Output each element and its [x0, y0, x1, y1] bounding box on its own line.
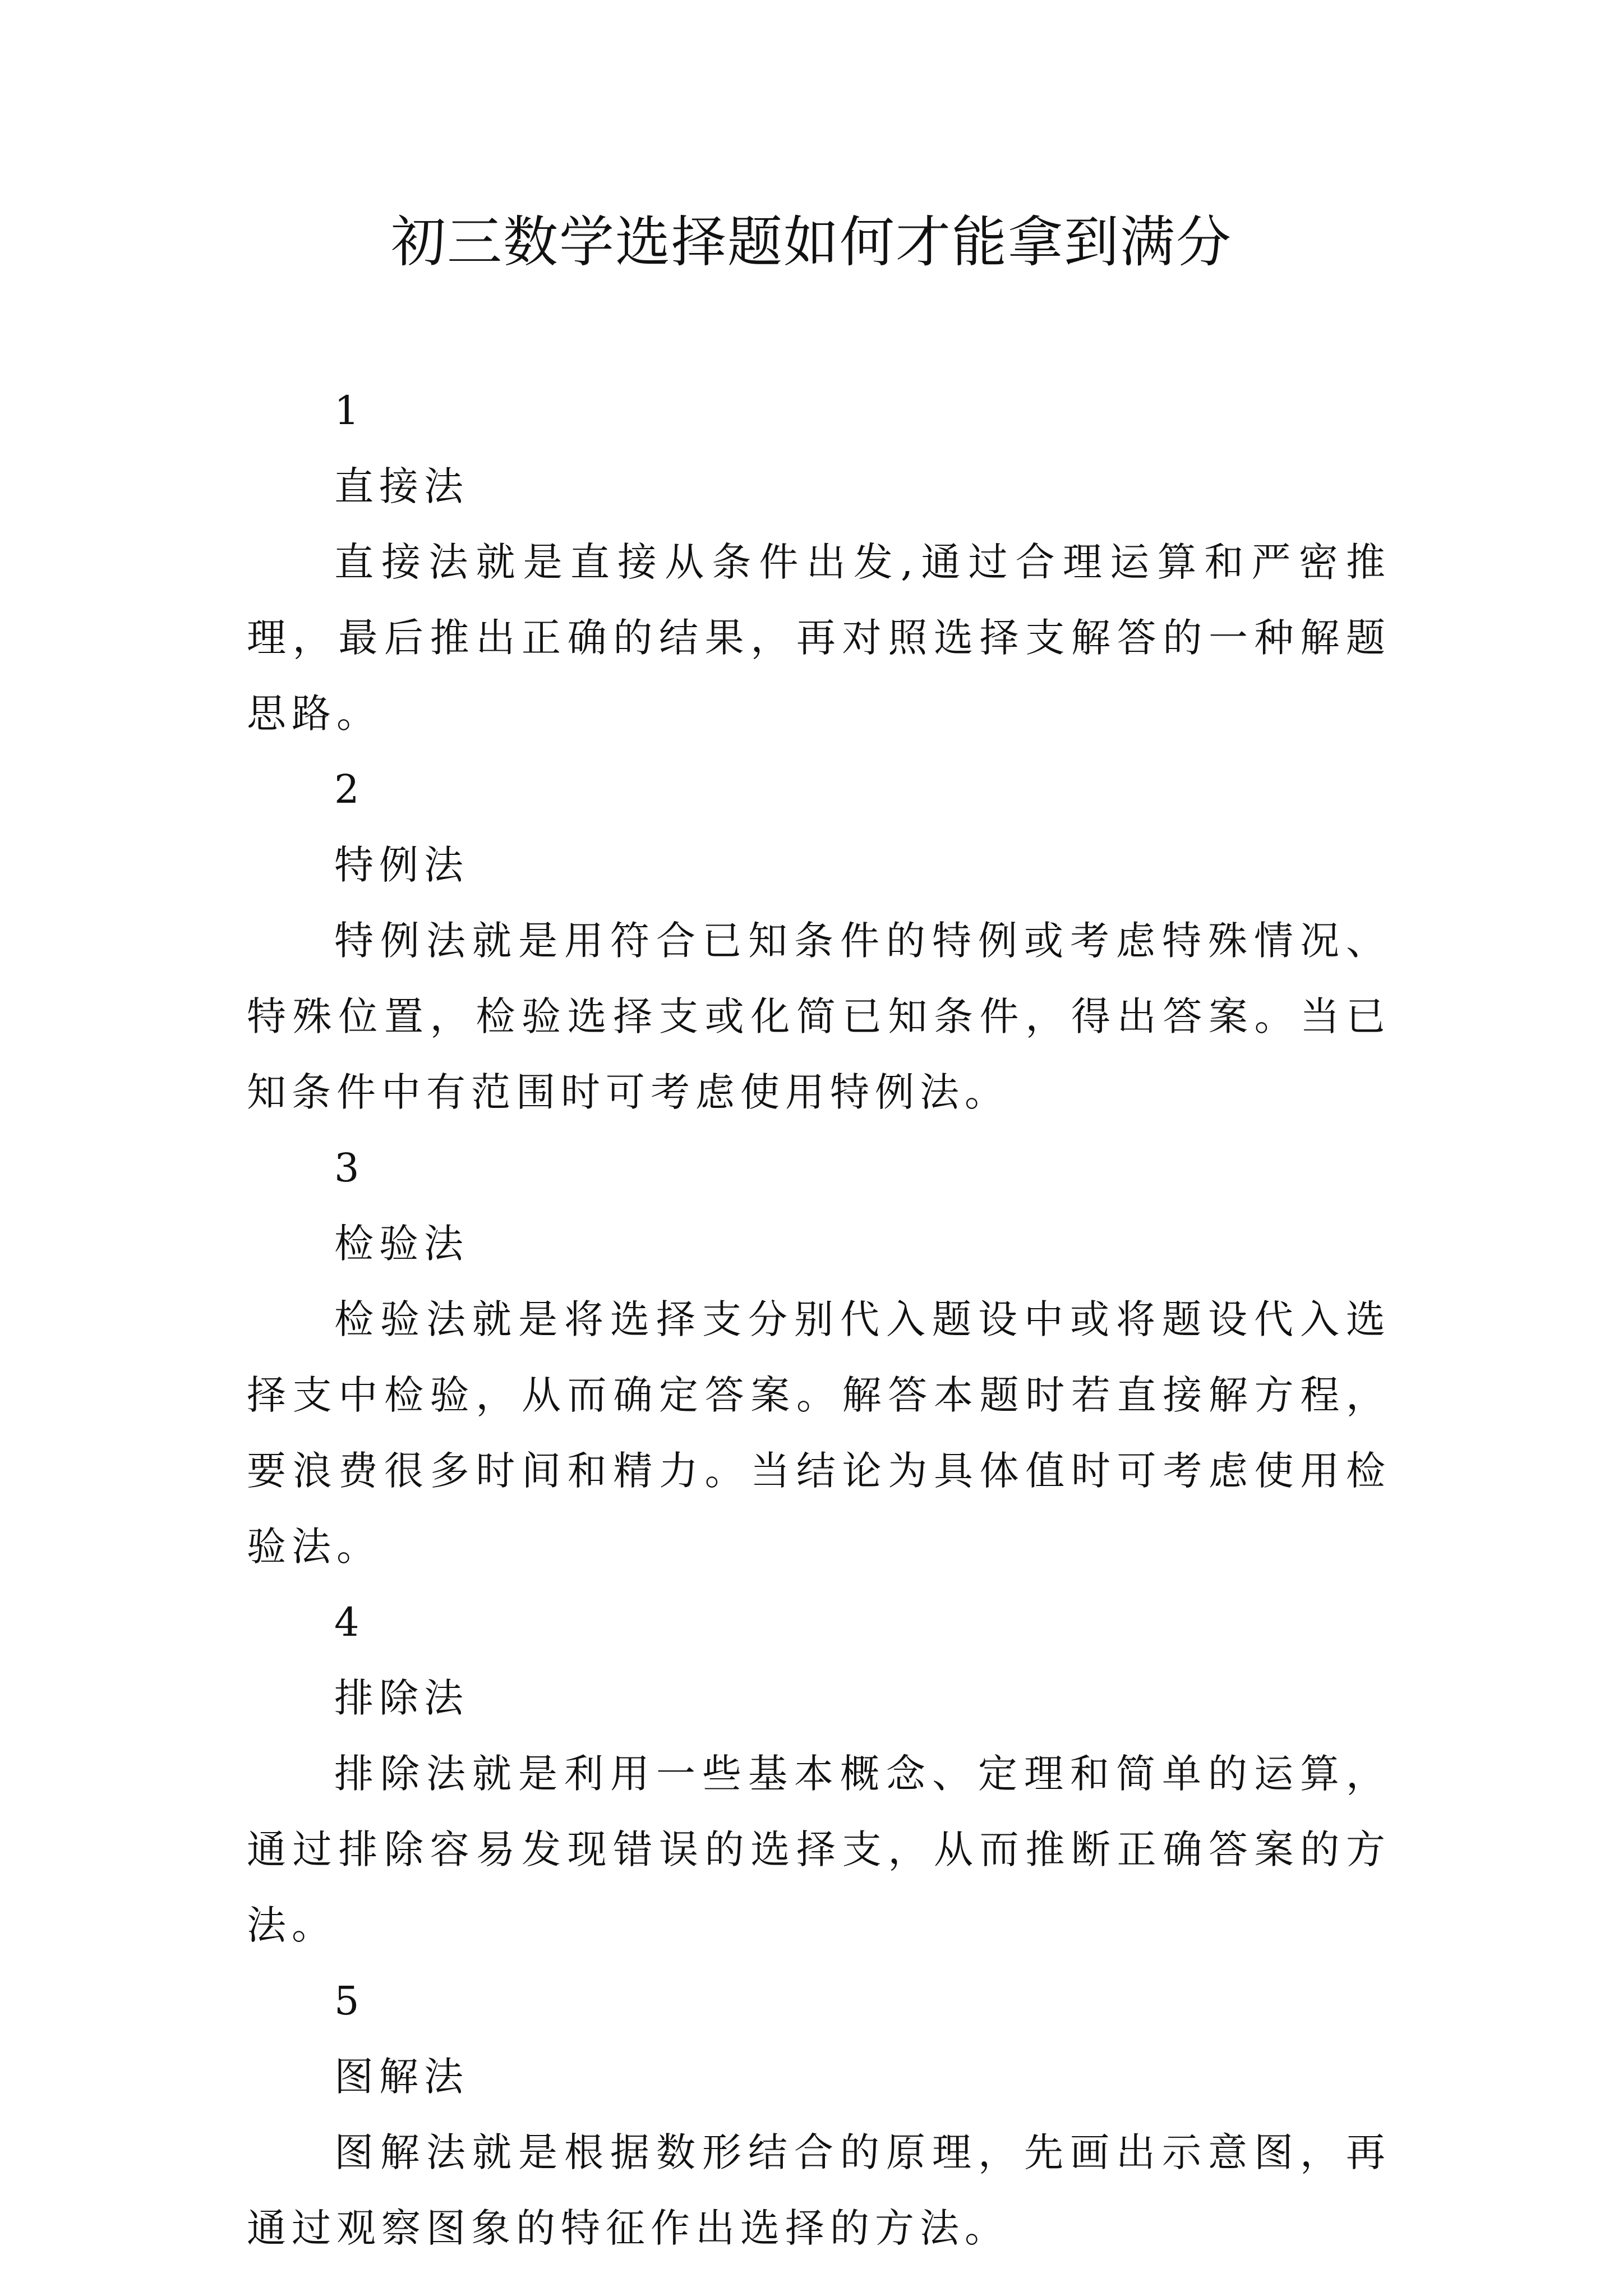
section-special-case-method — [247, 752, 1391, 1130]
section-heading: 直接法 — [334, 463, 469, 509]
section-paragraph: 排除法就是利用一些基本概念、定理和简单的运算，通过排除容易发现错误的选择支，从而推断正确答案的方法。 — [247, 1751, 1391, 1948]
section-number: 2 — [334, 766, 365, 812]
section-number: 3 — [334, 1145, 365, 1191]
section-number: 1 — [334, 388, 365, 434]
section-heading: 特例法 — [334, 842, 469, 888]
section-paragraph: 图解法就是根据数形结合的原理，先画出示意图，再通过观察图象的特征作出选择的方法。 — [247, 2129, 1391, 2251]
section-elimination-method — [247, 1585, 1391, 1963]
section-graphical-method — [247, 1963, 1391, 2266]
section-verification-method — [247, 1130, 1391, 1585]
section-heading: 排除法 — [334, 1675, 469, 1721]
section-paragraph: 检验法就是将选择支分别代入题设中或将题设代入选择支中检验，从而确定答案。解答本题时若直接解方程，要浪费很多时间和精力。当结论为具体值时可考虑使用检验法。 — [247, 1296, 1391, 1570]
section-number: 4 — [334, 1599, 365, 1645]
section-paragraph: 特例法就是用符合已知条件的特例或考虑特殊情况、特殊位置，检验选择支或化简已知条件，得出答案。当已知条件中有范围时可考虑使用特例法。 — [247, 918, 1391, 1115]
section-direct-method — [247, 373, 1391, 752]
section-heading: 检验法 — [334, 1221, 469, 1267]
document-title: 初三数学选择题如何才能拿到满分 — [390, 210, 1232, 274]
section-number: 5 — [334, 1978, 365, 2024]
section-paragraph: 直接法就是直接从条件出发,通过合理运算和严密推理，最后推出正确的结果，再对照选择支解答的一种解题思路。 — [247, 539, 1391, 737]
document-body — [247, 373, 1391, 2266]
section-heading: 图解法 — [334, 2054, 469, 2100]
